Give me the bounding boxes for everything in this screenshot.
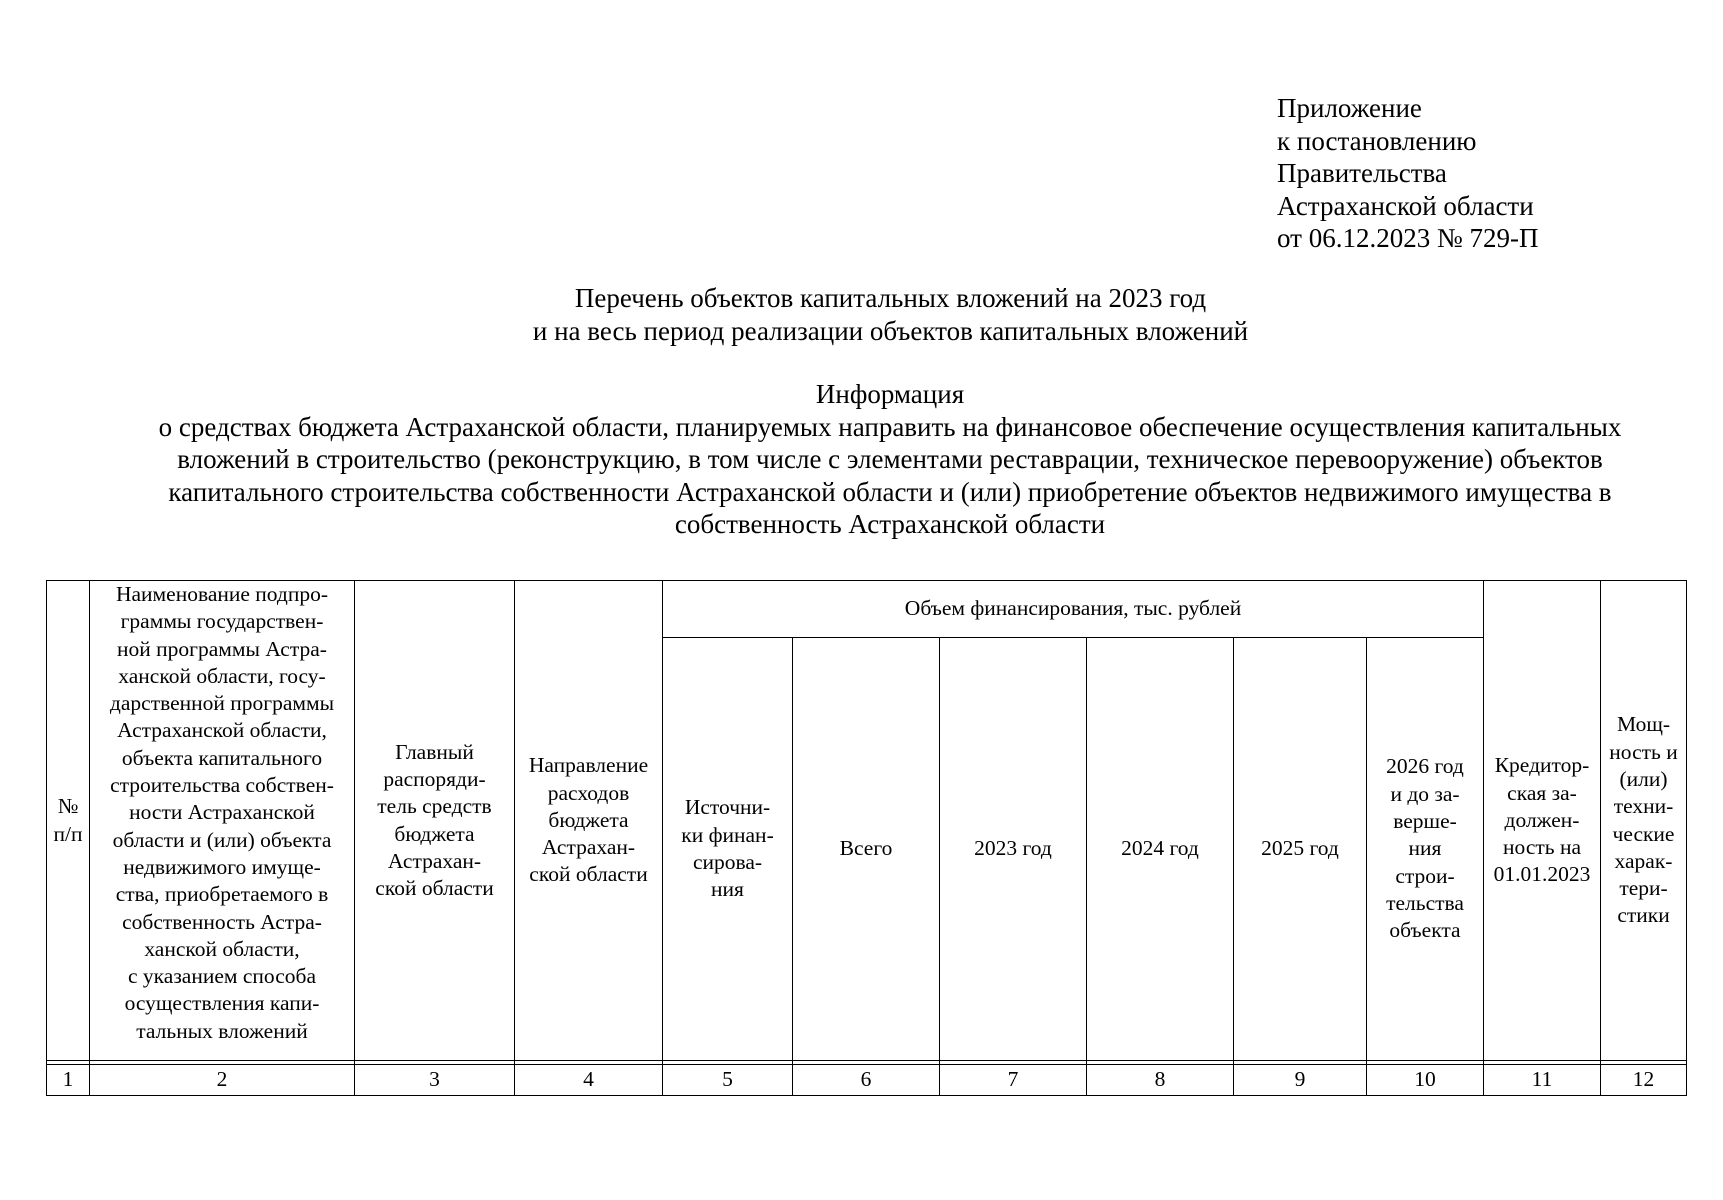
header-budget-manager: Главный распоряди- тель средств бюджета Астрахан- ской области [355, 581, 515, 1061]
column-number: 7 [940, 1065, 1087, 1096]
appendix-line: Астраханской области [1277, 190, 1534, 221]
column-number: 8 [1087, 1065, 1234, 1096]
column-number: 5 [663, 1065, 793, 1096]
title-line-1: Перечень объектов капитальных вложений на 2023 год [574, 283, 1207, 313]
header-year-2023: 2023 год [940, 638, 1087, 1061]
document-title [0, 282, 1723, 348]
info-line: капитального строительства собственности Астраханской области и (или) приобретение объектов недвижимого имущества в [168, 476, 1612, 507]
header-year-2026-plus: 2026 год и до за- верше- ния строи- тельства объекта [1367, 638, 1484, 1061]
header-total: Всего [793, 638, 940, 1061]
info-line: вложений в строительство (реконструкцию, в том числе с элементами реставрации, техническое перевооружение) объектов [177, 444, 1603, 474]
header-expense-direction: Направление расходов бюджета Астрахан- ской области [515, 581, 663, 1061]
header-object-name: Наименование подпро- граммы государствен- ной программы Астра- ханской области, госу- дарственной программы Астраханской области, объекта капитального строительства собствен- ности Астраханской области и (или) объекта недвижимого имуще- ства, приобретаемого в собственность Астра- ханской области, с указанием способа осуществления капи- тальных вложений [90, 581, 355, 1061]
column-number: 2 [90, 1065, 355, 1096]
column-number: 6 [793, 1065, 940, 1096]
appendix-line: Правительства [1277, 158, 1447, 188]
header-number: № п/п [47, 581, 90, 1061]
header-year-2024: 2024 год [1087, 638, 1234, 1061]
info-heading: Информация [815, 379, 965, 409]
column-number: 11 [1484, 1065, 1601, 1096]
title-line-2: и на весь период реализации объектов капитальных вложений [532, 316, 1249, 346]
appendix-block [1277, 92, 1538, 255]
info-block [90, 378, 1690, 541]
column-number: 4 [515, 1065, 663, 1096]
column-number: 3 [355, 1065, 515, 1096]
appendix-line: от 06.12.2023 № 729-П [1277, 223, 1539, 253]
appendix-line: Приложение [1277, 93, 1422, 123]
financing-table [46, 580, 1687, 1096]
header-creditor-debt: Кредитор- ская за- должен- ность на 01.01.2023 [1484, 581, 1601, 1061]
header-funding-sources: Источни- ки финан- сирова- ния [663, 638, 793, 1061]
column-number: 9 [1234, 1065, 1367, 1096]
column-numbers-row [47, 1065, 1687, 1096]
column-number: 10 [1367, 1065, 1484, 1096]
info-line: собственность Астраханской области [674, 509, 1106, 539]
info-line: о средствах бюджета Астраханской области, планируемых направить на финансовое обеспечение осуществления капитальных [158, 411, 1622, 442]
column-number: 12 [1601, 1065, 1687, 1096]
appendix-line: к постановлению [1277, 125, 1477, 156]
header-year-2025: 2025 год [1234, 638, 1367, 1061]
column-number: 1 [47, 1065, 90, 1096]
header-financing-group: Объем финансирования, тыс. рублей [663, 581, 1484, 638]
header-capacity: Мощ- ность и (или) техни- ческие харак- тери- стики [1601, 581, 1687, 1061]
